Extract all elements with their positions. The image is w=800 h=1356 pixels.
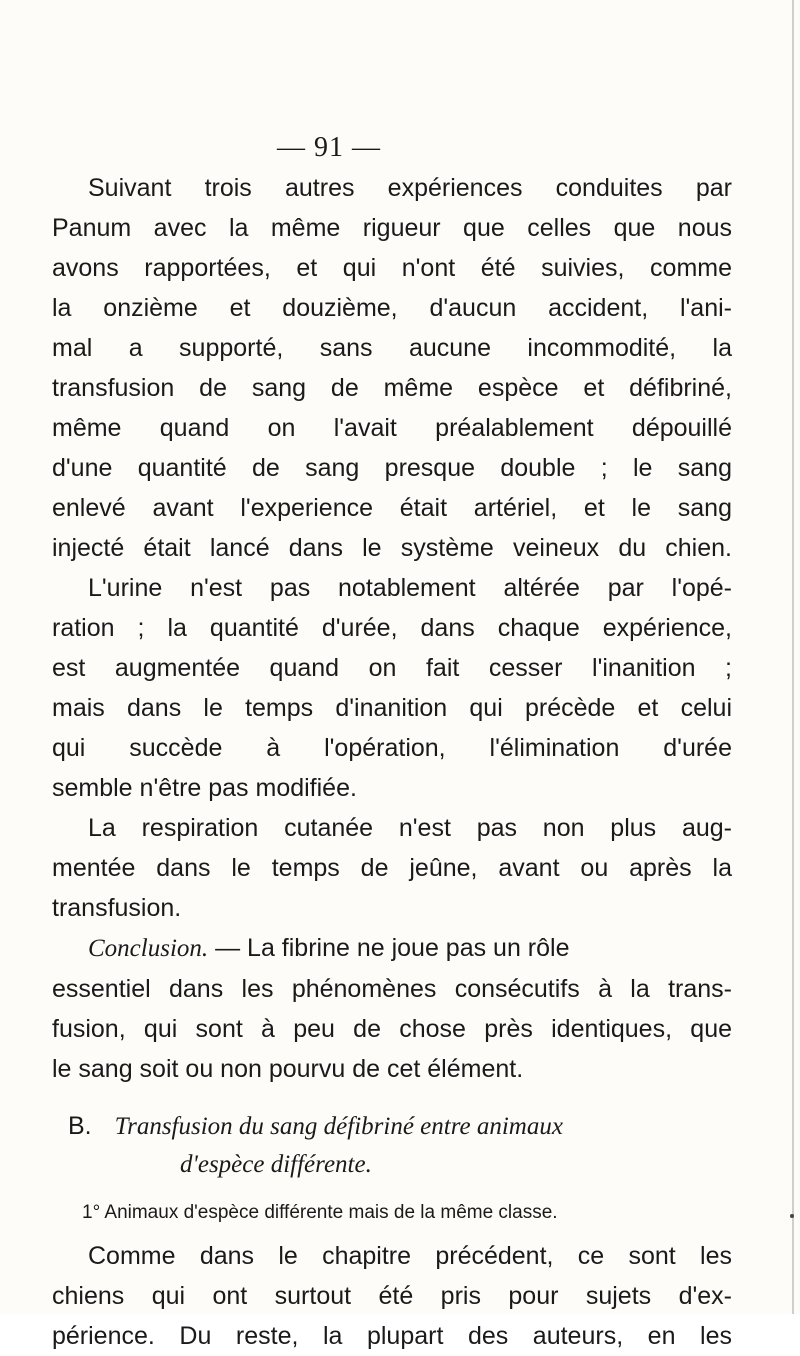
text-line: La respiration cutanée n'est pas non plus aug-: [88, 814, 732, 842]
conclusion-line: [52, 928, 732, 969]
section-title-line1: Transfusion du sang défibriné entre animaux: [114, 1113, 563, 1140]
subsection-heading: 1° Animaux d'espèce différente mais de la même classe.: [82, 1202, 558, 1223]
text-line: essentiel dans les phénomènes consécutifs à la trans-: [52, 975, 732, 1003]
text-line: Panum avec la même rigueur que celles que nous: [52, 214, 732, 242]
text-line: L'urine n'est pas notablement altérée par l'opé-: [88, 574, 732, 602]
text-line: périence. Du reste, la plupart des auteurs, en les: [52, 1322, 732, 1350]
conclusion-first-rest: — La fibrine ne joue pas un rôle: [208, 934, 570, 962]
paragraph-5: [52, 1236, 732, 1356]
text-line: est augmentée quand on fait cesser l'inanition ;: [52, 654, 732, 682]
section-heading: [52, 1107, 732, 1146]
section-letter: B.: [68, 1112, 92, 1140]
text-line: Comme dans le chapitre précédent, ce sont les: [88, 1242, 732, 1270]
text-line: fusion, qui sont à peu de chose près identiques, que: [52, 1015, 732, 1043]
text-line: transfusion.: [52, 894, 182, 922]
text-line: avons rapportées, et qui n'ont été suivies, comme: [52, 254, 732, 282]
text-line: ration ; la quantité d'urée, dans chaque expérience,: [52, 614, 732, 642]
body-text: [52, 168, 732, 1356]
text-line: chiens qui ont surtout été pris pour sujets d'ex-: [52, 1282, 732, 1310]
text-line: la onzième et douzième, d'aucun accident, l'ani-: [52, 294, 732, 322]
text-line: mais dans le temps d'inanition qui précède et celui: [52, 694, 732, 722]
text-line: Suivant trois autres expériences conduites par: [88, 174, 732, 202]
text-line: même quand on l'avait préalablement dépouillé: [52, 414, 732, 442]
section-title-line2: d'espèce différente.: [180, 1151, 372, 1178]
text-line: mentée dans le temps de jeûne, avant ou après la: [52, 854, 732, 882]
text-line: d'une quantité de sang presque double ; le sang: [52, 454, 732, 482]
conclusion-label: Conclusion.: [88, 935, 209, 962]
text-line: mal a supporté, sans aucune incommodité, la: [52, 334, 732, 362]
paragraph-1: [52, 168, 732, 568]
paragraph-2: [52, 568, 732, 808]
page-number: — 91 —: [277, 132, 381, 163]
text-line: le sang soit ou non pourvu de cet élément.: [52, 1055, 524, 1083]
text-line: enlevé avant l'experience était artériel, et le sang: [52, 494, 732, 522]
paragraph-4: [52, 928, 732, 1089]
text-line: qui succède à l'opération, l'élimination d'urée: [52, 734, 732, 762]
text-line: transfusion de sang de même espèce et défibriné,: [52, 374, 732, 402]
text-line: injecté était lancé dans le système veineux du chien.: [52, 534, 732, 562]
text-line: semble n'être pas modifiée.: [52, 774, 357, 802]
page-edge-shadow: [792, 0, 794, 1314]
page-speck: [790, 1214, 794, 1218]
paragraph-3: [52, 808, 732, 928]
